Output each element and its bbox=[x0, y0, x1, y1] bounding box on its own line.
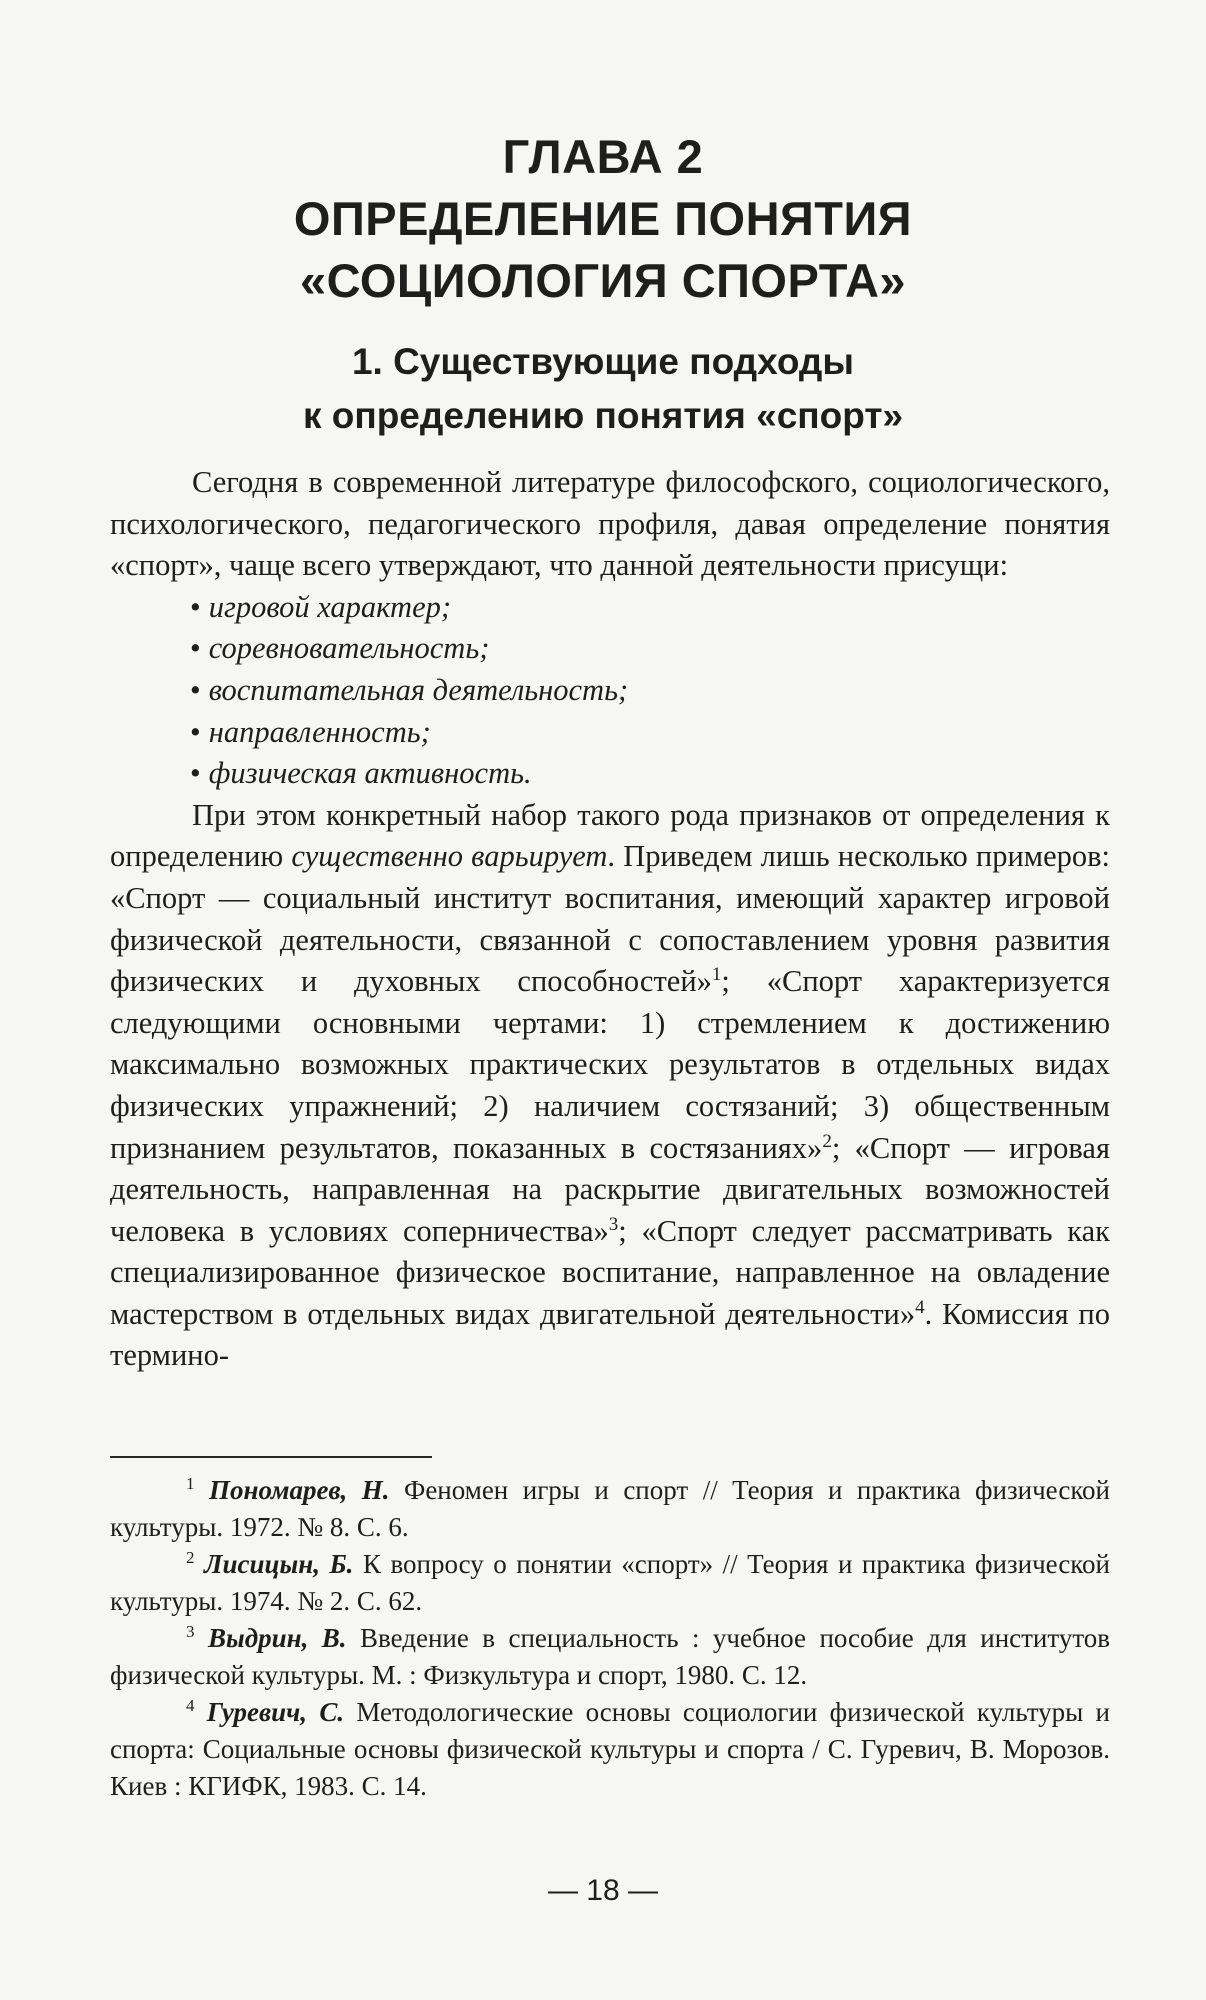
emphasis: существенно варьирует bbox=[291, 839, 608, 874]
section-title-line-2: к определению понятия «спорт» bbox=[302, 395, 904, 436]
section-title-line-1: 1. Существующие подходы bbox=[351, 341, 855, 382]
bullet-icon: • bbox=[190, 714, 201, 749]
chapter-title-line-1: ОПРЕДЕЛЕНИЕ ПОНЯТИЯ bbox=[293, 192, 913, 245]
section-heading bbox=[0, 335, 1206, 443]
list-item: • направленность; bbox=[190, 714, 431, 749]
footnote-ref-3[interactable]: 3 bbox=[608, 1213, 619, 1235]
chapter-title-line-2: «СОЦИОЛОГИЯ СПОРТА» bbox=[299, 254, 907, 307]
bullet-list bbox=[110, 587, 1110, 795]
bullet-icon: • bbox=[190, 631, 201, 666]
list-item: • игровой характер; bbox=[190, 589, 452, 624]
bullet-icon: • bbox=[190, 589, 201, 624]
body-text bbox=[110, 462, 1110, 1377]
intro-paragraph: Сегодня в современной литературе философского, социологического, психологического, педагогического профиля, давая определение понятия «спорт», чаще всего утверждают, что данной деятельности присущи: bbox=[110, 465, 1110, 583]
footnote-ref-2[interactable]: 2 bbox=[822, 1130, 832, 1152]
footnotes bbox=[110, 1472, 1110, 1805]
footnote-ref-1[interactable]: 1 bbox=[711, 963, 722, 985]
list-item: • воспитательная деятельность; bbox=[190, 672, 629, 707]
list-item: • физическая активность. bbox=[190, 756, 532, 791]
list-item: • соревновательность; bbox=[190, 631, 490, 666]
footnote-2: $^2$ Лисицын, Б. К вопросу о понятии «спорт» // Теория и практика физической культуры. 1974. № 2. С. 62. bbox=[110, 1548, 1111, 1616]
footnote-ref-4[interactable]: 4 bbox=[915, 1296, 925, 1318]
bullet-icon: • bbox=[190, 756, 201, 791]
footnote-4: $^4$ Гуревич, С. Методологические основы социологии физической культуры и спорта: Социальные основы физической культуры и спорта / С. Гуревич, В. Морозов. Киев : КГИФК, 1983. С. 14. bbox=[110, 1696, 1111, 1801]
chapter-number: ГЛАВА 2 bbox=[502, 130, 704, 183]
page-number: — 18 — bbox=[547, 1874, 659, 1907]
footnote-3: $^3$ Выдрин, В. Введение в специальность : учебное пособие для институтов физической культуры. М. : Физкультура и спорт, 1980. С. 12. bbox=[110, 1622, 1111, 1690]
footnote-divider bbox=[110, 1456, 432, 1458]
bullet-icon: • bbox=[190, 672, 201, 707]
footnote-1: $^1$ Пономарев, Н. Феномен игры и спорт // Теория и практика физической культуры. 1972. № 8. С. 6. bbox=[110, 1474, 1111, 1542]
definitions-paragraph: При этом конкретный набор такого рода признаков от определения к определению существенно варьирует. Приведем лишь несколько примеров: «Спорт — социальный институт воспитания, имеющий характер игровой физической деятельности, связанной с сопоставлением уровня развития физических и духовных способностей»$^1$; «Спорт характеризуется следующими основными чертами: 1) стремлением к достижению максимально возможных практических результатов в отдельных видах физических упражнений; 2) наличием состязаний; 3) общественным признанием результатов, показанных в состязаниях»$^2$; «Спорт — игровая деятельность, направленная на раскрытие двигательных возможностей человека в условиях соперничества»$^3$; «Спорт следует рассматривать как специализированное физическое воспитание, направленное на овладение мастерством в отдельных видах двигательной деятельности»$^4$. Комиссия по термино- bbox=[110, 797, 1111, 1373]
chapter-heading bbox=[0, 126, 1206, 312]
